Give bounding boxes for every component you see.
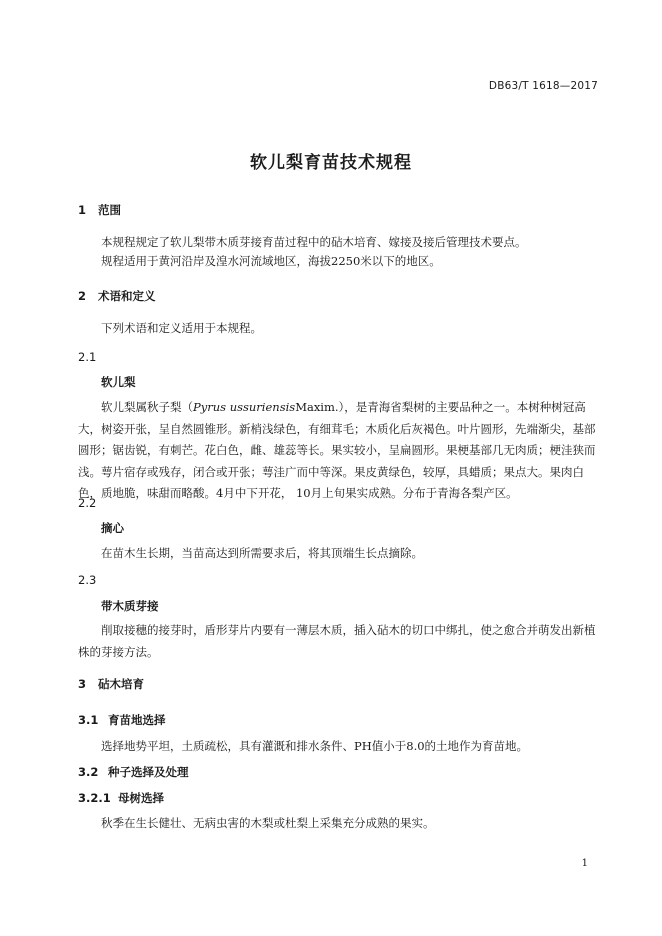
nursery-site-text: 选择地势平坦，土质疏松，具有灌溉和排水条件、PH值小于8.0的土地作为育苗地。 [101,739,529,753]
scope-paragraph-1: 本规程规定了软儿梨带木质芽接育苗过程中的砧木培育、嫁接及接后管理技术要点。 [101,235,527,249]
page-number: 1 [581,858,588,869]
section-1-heading [78,202,121,218]
clause-number-2-1: 2.1 [78,350,97,364]
subsection-number: 3.2.1 [78,791,111,805]
section-2-heading [78,288,156,304]
subsection-title: 种子选择及处理 [108,765,189,779]
term-definition-ruanerli [78,397,600,505]
subsection-title: 母树选择 [118,791,164,805]
latin-species-name: Pyrus ussuriensis [193,400,296,414]
subsection-number: 3.1 [78,713,99,727]
section-title: 范围 [98,203,121,217]
definition-text-rest: Maxim.），是青海省梨树的主要品种之一。本树种树冠高大，树姿开张，呈自然圆锥形。新梢浅绿色，有细茸毛；木质化后灰褐色。叶片圆形，先端渐尖，基部圆形；锯齿锐，有刺芒。花白色，雌、雄蕊等长。果实较小，呈扁圆形。果梗基部几无肉质；梗洼狭而浅。萼片宿存或残存，闭合或开张；萼洼广而中等深。果皮黄绿色，较厚，具蜡质；果点大。果肉白色，质地脆，味甜而略酸。4月中下开花， 10月上旬果实成熟。分布于青海各梨产区。 [78,400,596,500]
subsection-3-1-heading [78,712,166,728]
subsection-title: 育苗地选择 [108,713,166,727]
document-title: 软儿梨育苗技术规程 [250,153,412,173]
clause-number-2-3: 2.3 [78,573,97,587]
section-number: 3 [78,677,87,691]
definition-text: 削取接穗的接芽时，盾形芽片内要有一薄层木质，插入砧木的切口中绑扎，使之愈合并萌发出新植株的芽接方法。 [78,623,596,659]
section-number: 1 [78,203,87,217]
term-heading-budding: 带木质芽接 [101,599,159,613]
definition-text-start: 软儿梨属秋子梨（ [101,400,193,414]
term-heading-ruanerli: 软儿梨 [101,375,136,389]
mother-tree-text: 秋季在生长健壮、无病虫害的木梨或杜梨上采集充分成熟的果实。 [101,816,435,830]
scope-paragraph-2: 规程适用于黄河沿岸及湟水河流域地区，海拔2250米以下的地区。 [101,254,441,268]
clause-number-2-2: 2.2 [78,496,97,510]
subsection-3-2-heading [78,764,189,780]
section-title: 术语和定义 [98,289,156,303]
section-3-heading [78,676,144,692]
subsection-3-2-1-heading [78,790,164,806]
term-heading-zhaixin: 摘心 [101,521,124,535]
section-title: 砧木培育 [98,677,144,691]
section-number: 2 [78,289,87,303]
standard-code: DB63/T 1618—2017 [488,80,598,92]
term-definition-budding [78,620,600,663]
term-definition-zhaixin: 在苗木生长期，当苗高达到所需要求后，将其顶端生长点摘除。 [101,546,423,560]
subsection-number: 3.2 [78,765,99,779]
terms-intro: 下列术语和定义适用于本规程。 [101,321,262,335]
